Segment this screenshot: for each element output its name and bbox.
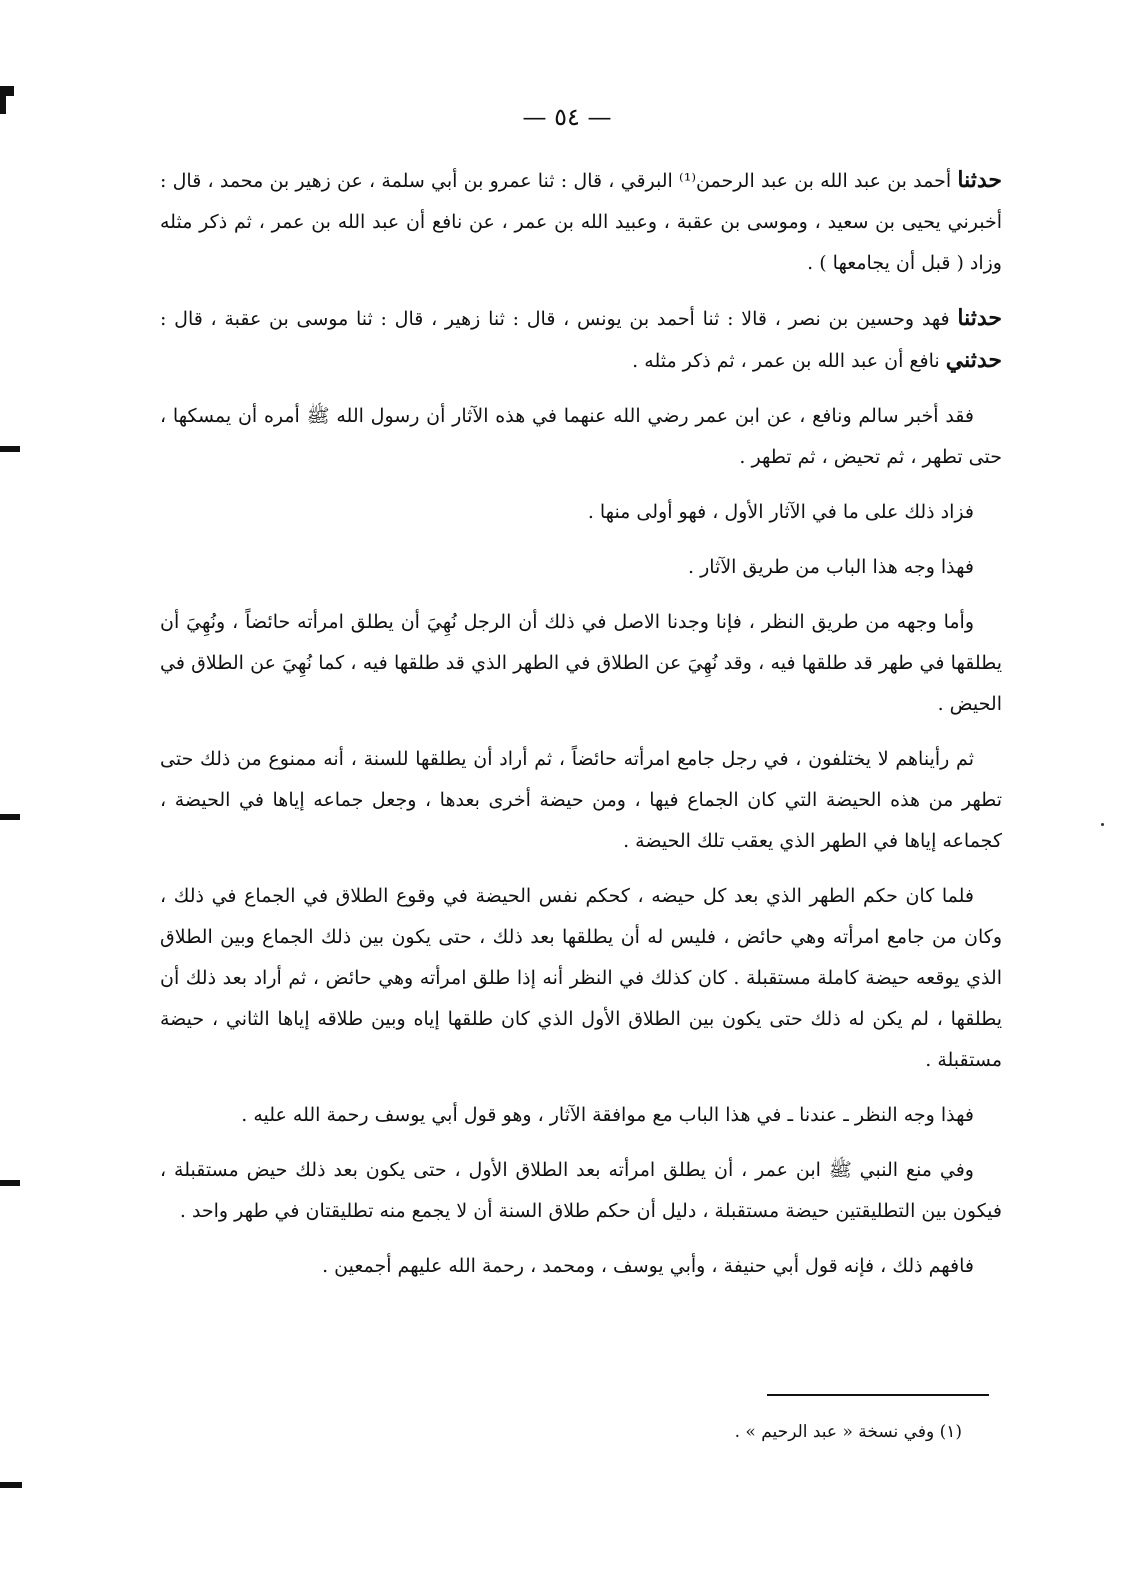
paragraph: ثم رأيناهم لا يختلفون ، في رجل جامع امرأته حائضاً ، ثم أراد أن يطلقها للسنة ، أنه ممنوع من ذلك حتى تطهر من هذه الحيضة التي كان الجماع فيها ، ومن حيضة أخرى بعدها ، وجعل جماعه إياها في الحيضة ، كجماعه إياها في الطهر الذي يعقب تلك الحيضة . <box>160 748 1002 852</box>
scan-edge-mark <box>0 1482 22 1488</box>
paragraph: فهذا وجه هذا الباب من طريق الآثار . <box>687 556 974 578</box>
paragraph: فلما كان حكم الطهر الذي بعد كل حيضه ، كحكم نفس الحيضة في وقوع الطلاق في الجماع في ذلك ، وكان من جامع امرأته وهي حائض ، فليس له أن يطلقها بعد ذلك ، حتى يكون بين ذلك الجماع وبين الطلاق الذي يوقعه حيضة كاملة مستقبلة . كان كذلك في النظر أنه إذا طلق امرأته وهي حائض ، ثم أراد بعد ذلك أن يطلقها ، لم يكن له ذلك حتى يكون بين الطلاق الأول الذي كان طلقها إياه وبين طلاقه إياها الثاني ، حيضة مستقبلة . <box>160 885 1002 1071</box>
paragraph-text: أحمد بن عبد الله بن عبد الرحمن⁽¹⁾ البرقي ، قال : ثنا عمرو بن أبي سلمة ، عن زهير بن محمد ، قال : أخبرني يحيى بن سعيد ، وموسى بن عقبة ، وعبيد الله بن عمر ، عن نافع أن عبد الله بن عمر ، ثم ذكر مثله وزاد ( قبل أن يجامعها ) . <box>160 170 1002 274</box>
footnote-divider <box>767 1394 989 1396</box>
footnote: (١) وفي نسخة « عبد الرحيم » . <box>734 1422 962 1442</box>
paragraph-text: فهد وحسين بن نصر ، قالا : ثنا أحمد بن يونس ، قال : ثنا زهير ، قال : ثنا موسى بن عقبة ، قال : <box>160 308 958 330</box>
paragraph: فهذا وجه النظر ـ عندنا ـ في هذا الباب مع موافقة الآثار ، وهو قول أبي يوسف رحمة الله عليه . <box>241 1104 974 1126</box>
scan-speck <box>1101 823 1104 826</box>
paragraph: فافهم ذلك ، فإنه قول أبي حنيفة ، وأبي يوسف ، ومحمد ، رحمة الله عليهم أجمعين . <box>322 1255 974 1277</box>
hadith-keyword: حدثني <box>945 347 1002 373</box>
paragraph-text: نافع أن عبد الله بن عمر ، ثم ذكر مثله . <box>632 350 946 372</box>
paragraph: وأما وجهه من طريق النظر ، فإنا وجدنا الاصل في ذلك أن الرجل نُهِيَ أن يطلق امرأته حائضاً ، ونُهِيَ أن يطلقها في طهر قد طلقها فيه ، وقد نُهِيَ عن الطلاق في الطهر الذي قد طلقها فيه ، كما نُهِيَ عن الطلاق في الحيض . <box>160 611 1002 715</box>
paragraph: فقد أخبر سالم ونافع ، عن ابن عمر رضي الله عنهما في هذه الآثار أن رسول الله ﷺ أمره أن يمسكها ، حتى تطهر ، ثم تحيض ، ثم تطهر . <box>160 405 1002 468</box>
paragraph-hadith-1 <box>160 160 1002 284</box>
page-number: — ٥٤ — <box>522 103 612 131</box>
paragraph-hadith-2 <box>160 298 1002 382</box>
scan-edge-mark <box>0 814 20 820</box>
scan-edge-mark <box>0 86 14 96</box>
scan-edge-mark <box>0 446 20 452</box>
paragraph: وفي منع النبي ﷺ ابن عمر ، أن يطلق امرأته بعد الطلاق الأول ، حتى يكون بعد ذلك حيض مستقبلة ، فيكون بين التطليقتين حيضة مستقبلة ، دليل أن حكم طلاق السنة أن لا يجمع منه تطليقتان في طهر واحد . <box>160 1159 1002 1222</box>
body-text <box>160 160 1002 1301</box>
hadith-keyword: حدثنا <box>957 305 1002 331</box>
scan-edge-mark <box>0 1180 20 1186</box>
paragraph: فزاد ذلك على ما في الآثار الأول ، فهو أولى منها . <box>587 501 974 523</box>
hadith-keyword: حدثنا <box>957 167 1002 193</box>
